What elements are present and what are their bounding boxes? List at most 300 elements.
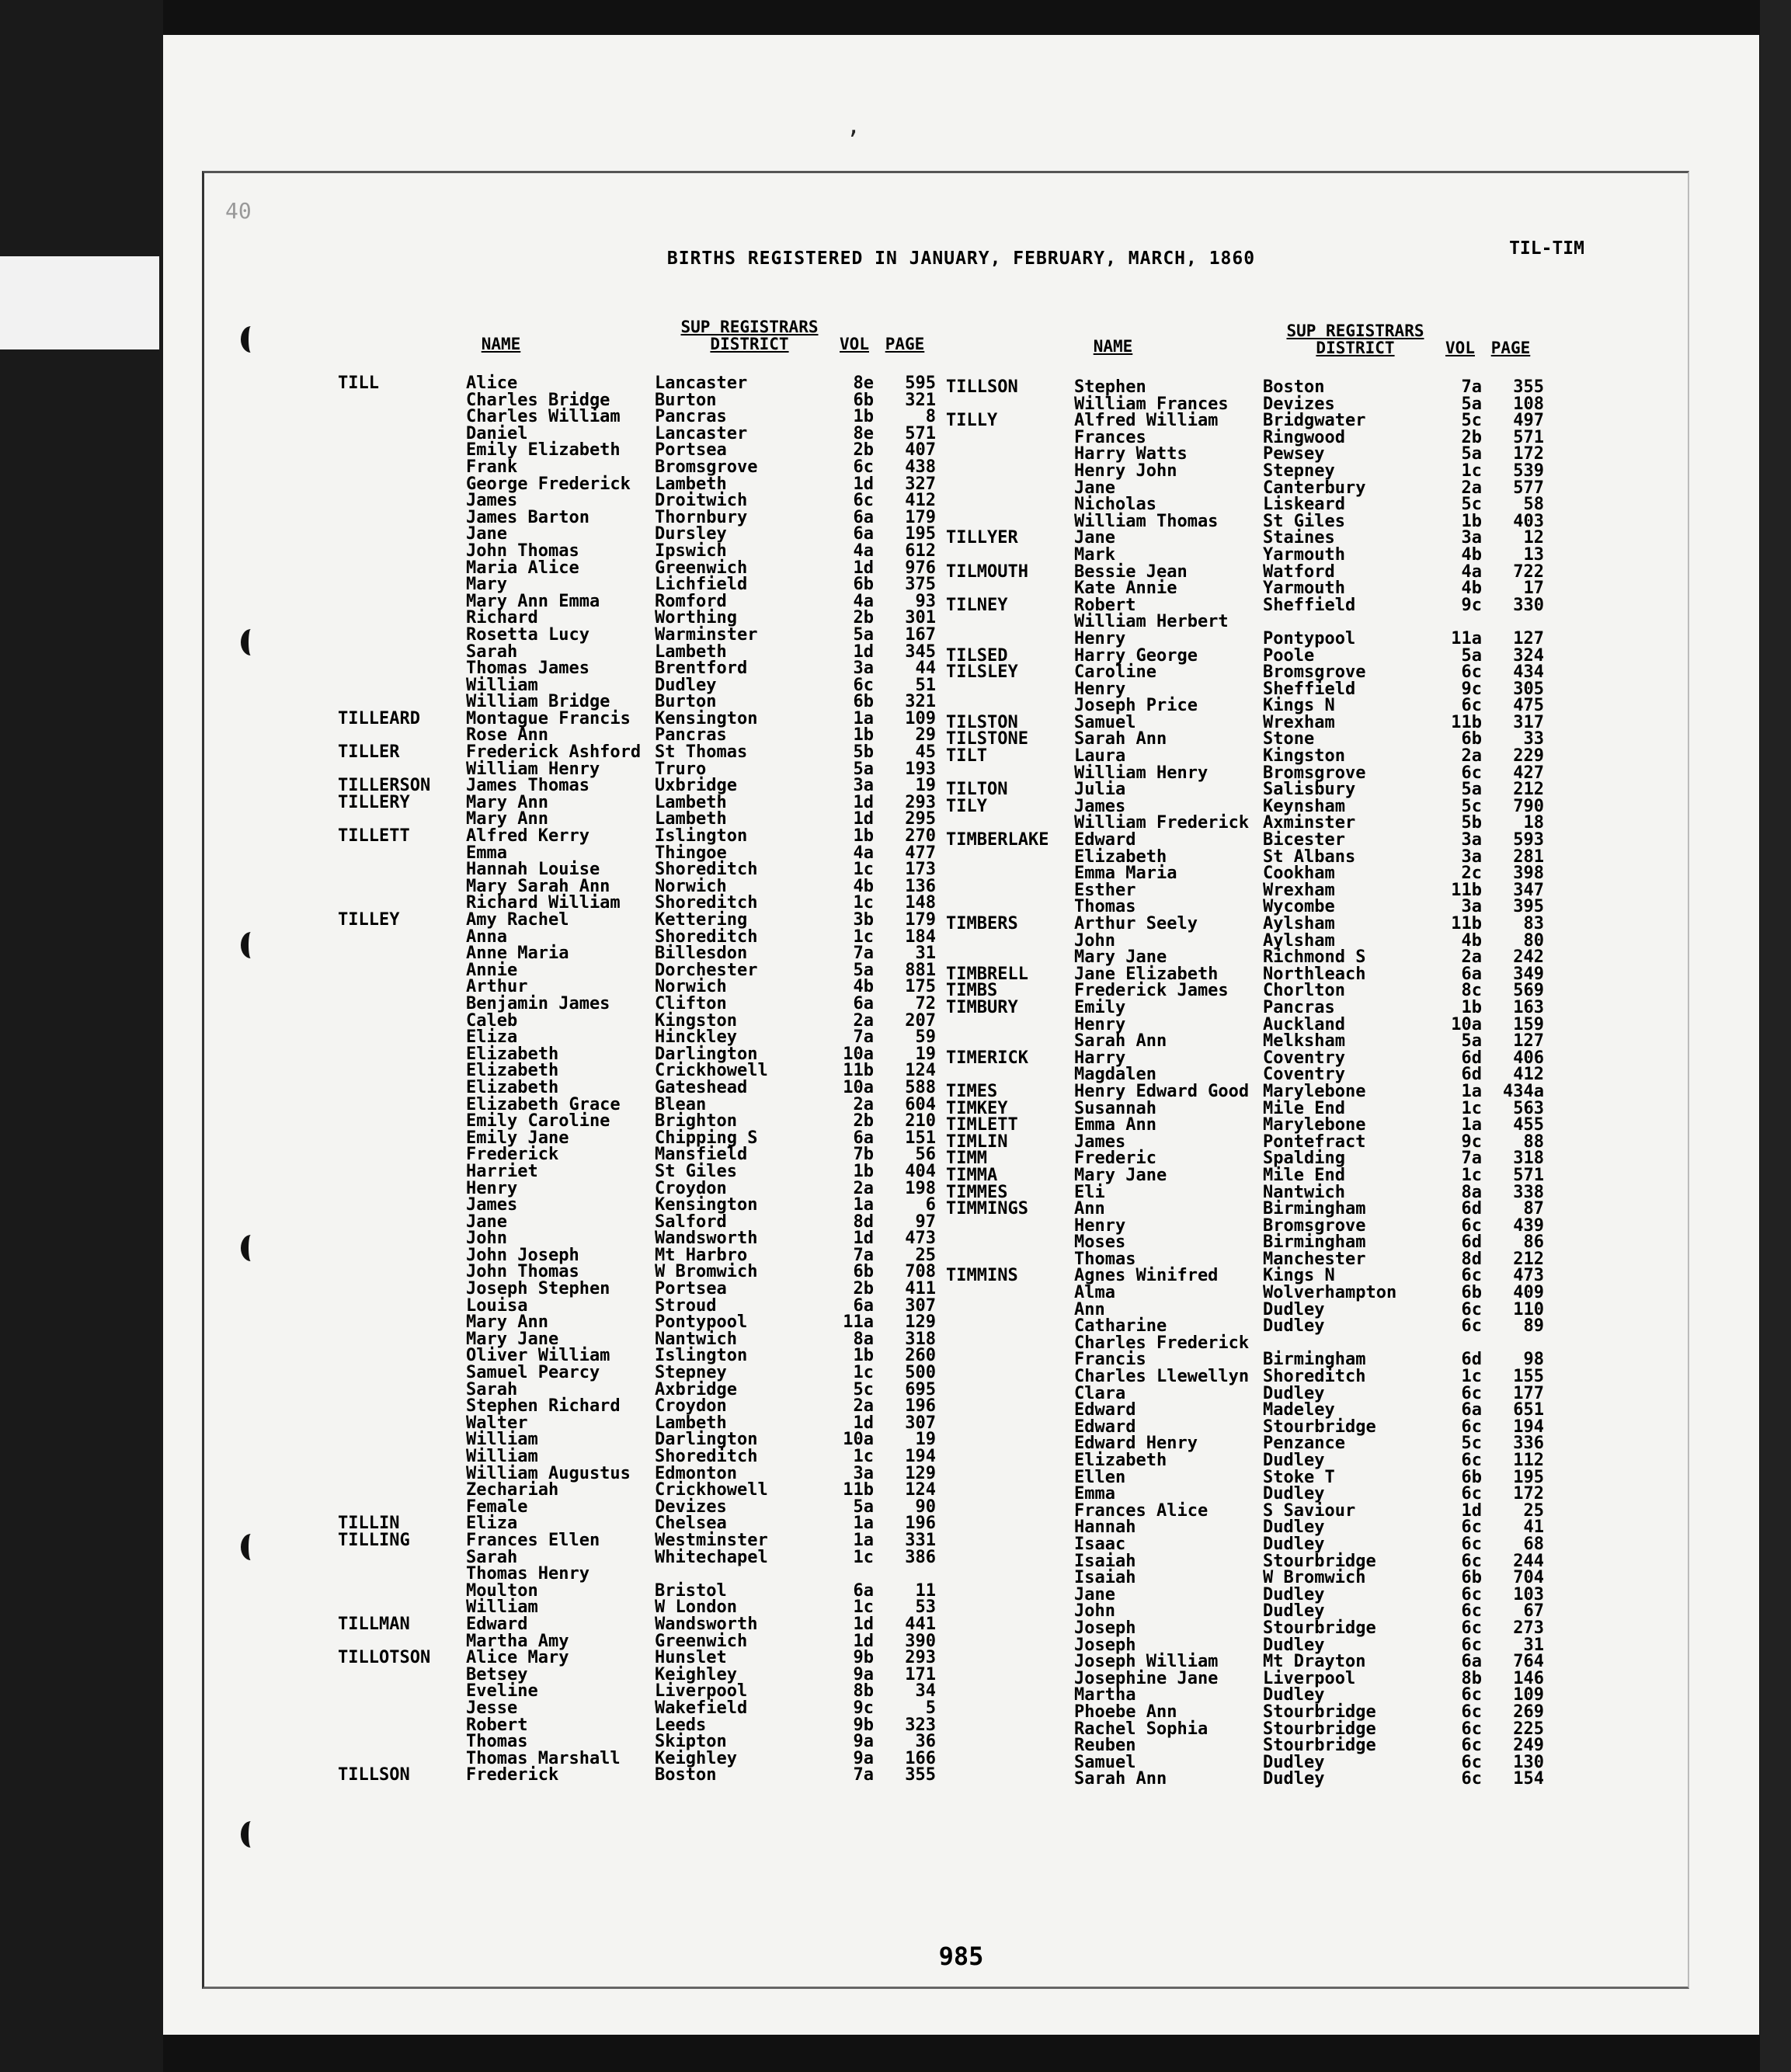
entry-district: Axminster (1263, 813, 1356, 833)
entry-page: 194 (1513, 1417, 1544, 1437)
entry-page: 129 (905, 1312, 936, 1333)
entry-volume: 9c (853, 1698, 874, 1718)
entry-page: 345 (905, 641, 936, 662)
entry-forenames: Francis (1074, 1350, 1146, 1370)
entry-district: Wrexham (1263, 712, 1335, 732)
entry-district: Thingoe (655, 843, 727, 863)
entry-district: Chelsea (655, 1514, 727, 1534)
entry-page: 58 (1523, 495, 1544, 515)
register-entry (946, 798, 1552, 815)
entry-volume: 6c (1461, 1383, 1482, 1403)
entry-page: 18 (1523, 813, 1544, 833)
entry-volume: 9a (853, 1748, 874, 1768)
entry-page: 473 (905, 1229, 936, 1249)
entry-surname: TILSLEY (946, 662, 1018, 683)
entry-forenames: Arthur Seely (1074, 914, 1198, 933)
entry-volume: 7a (1461, 377, 1482, 397)
entry-surname: TIMES (946, 1081, 998, 1101)
entry-district: Birmingham (1263, 1232, 1366, 1253)
entry-forenames: Edward (1074, 1417, 1136, 1437)
entry-page: 88 (1523, 1132, 1544, 1152)
entry-district: Stourbridge (1263, 1719, 1376, 1739)
entry-volume: 2b (1461, 427, 1482, 447)
entry-page: 56 (915, 1145, 936, 1165)
entry-volume: 6b (853, 692, 874, 712)
register-entry (338, 576, 944, 593)
entry-forenames: Emily Jane (466, 1128, 569, 1148)
register-entry (946, 1066, 1552, 1083)
entry-forenames: William (466, 1597, 538, 1618)
entry-forenames: Laura (1074, 746, 1126, 767)
entry-district: Kingston (1263, 746, 1345, 767)
register-entry (946, 496, 1552, 513)
entry-volume: 5a (853, 624, 874, 645)
entry-page: 473 (1513, 1266, 1544, 1286)
entry-district: Portsea (655, 1279, 727, 1299)
entry-district: Dudley (1263, 1534, 1325, 1554)
entry-page: 19 (915, 1044, 936, 1064)
header-name-right: NAME (1093, 337, 1133, 356)
register-entry (338, 878, 944, 895)
entry-forenames: Mary Ann (466, 792, 548, 812)
register-entry (338, 1549, 944, 1566)
entry-forenames: Isaiah (1074, 1568, 1136, 1588)
entry-volume: 6c (1461, 1618, 1482, 1638)
entry-forenames: Robert (466, 1715, 528, 1735)
register-entry (338, 1197, 944, 1214)
entry-district: Billesdon (655, 944, 748, 964)
entry-district: Dursley (655, 524, 727, 544)
entry-district: Darlington (655, 1430, 758, 1450)
entry-page: 172 (1513, 1484, 1544, 1504)
entry-district: Poole (1263, 645, 1315, 666)
entry-page: 438 (905, 457, 936, 477)
entry-district: Stourbridge (1263, 1736, 1376, 1756)
entry-forenames: Emma Maria (1074, 864, 1177, 884)
entry-page: 25 (915, 1245, 936, 1265)
entry-district: Norwich (655, 977, 727, 997)
entry-volume: 6c (1461, 1299, 1482, 1319)
entry-forenames: Stephen Richard (466, 1396, 621, 1417)
entry-forenames: Frederick (466, 1145, 559, 1165)
entry-district: Hunslet (655, 1648, 727, 1668)
register-entry (338, 476, 944, 493)
entry-volume: 3a (1461, 528, 1482, 548)
entry-page: 44 (915, 659, 936, 679)
entry-page: 127 (1513, 1031, 1544, 1052)
entry-district: Portsea (655, 440, 727, 461)
entry-forenames: William (466, 1430, 538, 1450)
register-entry (338, 945, 944, 962)
entry-forenames: Catharine (1074, 1316, 1167, 1337)
entry-page: 336 (1513, 1434, 1544, 1454)
entry-volume: 5a (853, 960, 874, 980)
register-entry (946, 815, 1552, 832)
entry-page: 273 (1513, 1618, 1544, 1638)
register-entry (946, 1452, 1552, 1469)
register-entry (946, 614, 1552, 631)
entry-volume: 6c (1461, 1685, 1482, 1705)
entry-forenames: William (466, 675, 538, 695)
register-entry (338, 1247, 944, 1264)
register-entry (338, 1046, 944, 1063)
entry-district: Dudley (1263, 1752, 1325, 1772)
entry-forenames: Daniel (466, 423, 528, 443)
header-vol: VOL (840, 335, 869, 353)
register-entry (946, 1285, 1552, 1302)
entry-forenames: Rachel Sophia (1074, 1719, 1208, 1739)
entry-forenames: Emma (466, 843, 507, 863)
entry-page: 295 (905, 809, 936, 829)
entry-page: 19 (915, 776, 936, 796)
entry-volume: 6c (1461, 1752, 1482, 1772)
entry-surname: TILLYER (946, 528, 1018, 548)
page-number: 985 (938, 1942, 984, 1971)
register-entry (946, 966, 1552, 983)
entry-district: Stourbridge (1263, 1618, 1376, 1638)
entry-district: Truro (655, 759, 707, 779)
entry-page: 31 (915, 944, 936, 964)
entry-forenames: Susannah (1074, 1098, 1156, 1118)
entry-district: Birmingham (1263, 1350, 1366, 1370)
entry-volume: 5c (1461, 411, 1482, 431)
register-entry (946, 628, 1552, 648)
register-entry (946, 429, 1552, 447)
entry-forenames: Robert (1074, 595, 1136, 615)
register-entry (338, 1295, 944, 1316)
entry-volume: 10a (843, 1044, 874, 1064)
entry-district: Croydon (655, 1396, 727, 1417)
entry-district: Shoreditch (655, 926, 758, 947)
entry-district: Canterbury (1263, 478, 1366, 498)
entry-district: Islington (655, 826, 748, 847)
entry-volume: 6c (1461, 1417, 1482, 1437)
entry-district: Bromsgrove (1263, 1215, 1366, 1236)
register-entry (338, 492, 944, 509)
entry-volume: 6c (1461, 1584, 1482, 1604)
register-entry (946, 999, 1552, 1017)
entry-district: Kensington (655, 1195, 758, 1215)
register-entry (946, 1100, 1552, 1118)
register-entry (338, 1314, 944, 1331)
entry-page: 403 (1513, 511, 1544, 531)
entry-page: 411 (905, 1279, 936, 1299)
entry-volume: 1d (853, 1614, 874, 1634)
entry-page: 80 (1523, 930, 1544, 951)
entry-district: Skipton (655, 1732, 727, 1752)
register-entry (946, 731, 1552, 748)
entry-forenames: Eliza (466, 1514, 518, 1534)
pen-mark: , (847, 113, 861, 140)
entry-forenames: William Henry (1074, 763, 1208, 783)
entry-district: W Bromwich (1263, 1568, 1366, 1588)
entry-forenames: Magdalen (1074, 1065, 1156, 1085)
entry-forenames: Samuel (1074, 712, 1136, 732)
register-entry (338, 1130, 944, 1147)
entry-forenames: Zechariah (466, 1480, 559, 1500)
entry-district: Stourbridge (1263, 1551, 1376, 1571)
entry-page: 434a (1503, 1081, 1544, 1101)
entry-forenames: Elizabeth (1074, 847, 1167, 867)
entry-district: Wrexham (1263, 880, 1335, 900)
register-entry (946, 1620, 1552, 1637)
entry-forenames: Walter (466, 1413, 528, 1433)
entry-page: 331 (905, 1530, 936, 1550)
entry-volume: 4b (1461, 544, 1482, 565)
register-entry (946, 1553, 1552, 1570)
entry-forenames: Henry (466, 1178, 518, 1198)
entry-page: 577 (1513, 478, 1544, 498)
entry-district: Edmonton (655, 1463, 737, 1483)
entry-district: Lambeth (655, 792, 727, 812)
register-entry (338, 1499, 944, 1516)
entry-district: Richmond S (1263, 947, 1366, 968)
entry-district: Yarmouth (1263, 579, 1345, 599)
entry-district: Salisbury (1263, 780, 1356, 800)
entry-surname: TIMM (946, 1149, 987, 1169)
scan-border-right (1760, 0, 1791, 2072)
entry-volume: 6b (1461, 1283, 1482, 1303)
entry-forenames: Sarah (466, 1379, 518, 1399)
register-entry (946, 697, 1552, 714)
entry-forenames: Charles William (466, 407, 621, 427)
entry-page: 386 (905, 1547, 936, 1567)
entry-volume: 4a (1461, 561, 1482, 582)
entry-forenames: Thomas (1074, 897, 1136, 917)
entry-volume: 6c (1461, 1484, 1482, 1504)
register-entry (946, 396, 1552, 413)
entry-forenames: Sarah (466, 1547, 518, 1567)
entry-volume: 5a (1461, 780, 1482, 800)
entry-page: 112 (1513, 1451, 1544, 1470)
entry-district: Blean (655, 1094, 707, 1114)
entry-page: 173 (905, 860, 936, 880)
register-entry (946, 1318, 1552, 1335)
entry-forenames: James (466, 491, 518, 511)
entry-forenames: Frances Alice (1074, 1500, 1208, 1521)
register-entry (338, 1281, 944, 1298)
entry-volume: 6a (1461, 1400, 1482, 1420)
register-entry (338, 912, 944, 929)
register-entry (338, 1717, 944, 1734)
entry-forenames: Emma (1074, 1484, 1115, 1504)
entry-page: 212 (1513, 1249, 1544, 1269)
entry-forenames: Female (466, 1497, 528, 1517)
entry-forenames: Bessie Jean (1074, 561, 1188, 582)
entry-district: Dudley (1263, 1635, 1325, 1655)
entry-district: Lambeth (655, 1413, 727, 1433)
entry-volume: 1d (1461, 1500, 1482, 1521)
entry-volume: 5a (853, 759, 874, 779)
entry-district: Dudley (655, 675, 717, 695)
entry-surname: TIMMA (946, 1165, 998, 1185)
entry-forenames: Thomas Henry (466, 1564, 589, 1584)
register-entry (338, 1379, 944, 1399)
entry-volume: 3a (853, 1463, 874, 1483)
entry-district: Norwich (655, 876, 727, 896)
entry-district: Lichfield (655, 575, 748, 595)
entry-district: Salford (655, 1212, 727, 1232)
entry-volume: 3b (853, 910, 874, 930)
entry-forenames: Joseph Stephen (466, 1279, 610, 1299)
entry-page: 439 (1513, 1215, 1544, 1236)
entry-volume: 5a (1461, 444, 1482, 464)
entry-page: 327 (905, 474, 936, 494)
entry-volume: 11b (1451, 880, 1482, 900)
entry-district: Darlington (655, 1044, 758, 1064)
entry-page: 12 (1523, 528, 1544, 548)
entry-forenames: Samuel Pearcy (466, 1363, 600, 1383)
entry-forenames: James Barton (466, 507, 589, 527)
punch-hole (241, 326, 261, 353)
entry-page: 455 (1513, 1115, 1544, 1135)
entry-forenames: Henry (1074, 628, 1126, 648)
entry-surname: TIMBERS (946, 914, 1018, 933)
entry-volume: 8e (853, 374, 874, 393)
entry-volume: 1d (853, 1631, 874, 1651)
entry-district: Lambeth (655, 641, 727, 662)
entry-forenames: John Thomas (466, 541, 579, 561)
entry-volume: 2a (853, 1094, 874, 1114)
entry-volume: 6b (1461, 1568, 1482, 1588)
register-entry (946, 1050, 1552, 1067)
entry-surname: TILSTONE (946, 729, 1028, 749)
entry-district: Crickhowell (655, 1061, 768, 1081)
entry-page: 25 (1523, 1500, 1544, 1521)
entry-volume: 6c (1461, 1534, 1482, 1554)
entry-surname: TILLEARD (338, 708, 420, 728)
entry-page: 59 (915, 1027, 936, 1048)
entry-forenames: Nicholas (1074, 495, 1156, 515)
register-entry (338, 1398, 944, 1415)
entry-page: 244 (1513, 1551, 1544, 1571)
entry-page: 98 (1523, 1350, 1544, 1370)
entry-forenames: Caroline (1074, 662, 1156, 683)
entry-page: 129 (905, 1463, 936, 1483)
register-entry (946, 412, 1552, 429)
punch-hole (241, 1534, 261, 1560)
entry-district: Chipping S (655, 1128, 758, 1148)
entry-surname: TIMBS (946, 981, 998, 1001)
entry-page: 194 (905, 1447, 936, 1466)
register-entry (338, 1230, 944, 1247)
entry-district: Clifton (655, 993, 727, 1013)
entry-page: 323 (905, 1715, 936, 1735)
header-vol-right: VOL (1445, 339, 1475, 357)
entry-district: Greenwich (655, 558, 748, 578)
register-entry (338, 1448, 944, 1465)
entry-forenames: Edward (1074, 1400, 1136, 1420)
entry-page: 651 (1513, 1400, 1544, 1420)
register-entry (338, 423, 944, 443)
entry-district: Lambeth (655, 474, 727, 494)
entry-volume: 6c (1461, 1719, 1482, 1739)
entry-page: 338 (1513, 1182, 1544, 1202)
entry-volume: 1d (853, 809, 874, 829)
entry-volume: 3a (853, 659, 874, 679)
entry-forenames: Charles Bridge (466, 390, 610, 410)
entry-district: Kensington (655, 708, 758, 728)
entry-page: 171 (905, 1664, 936, 1684)
entry-forenames: Alice Mary (466, 1648, 569, 1668)
register-entry (338, 509, 944, 527)
entry-page: 179 (905, 910, 936, 930)
register-entry (338, 593, 944, 610)
entry-forenames: William Thomas (1074, 511, 1219, 531)
entry-page: 318 (1513, 1149, 1544, 1169)
register-entry (946, 1234, 1552, 1251)
entry-forenames: Mary (466, 575, 507, 595)
register-entry (946, 832, 1552, 849)
entry-volume: 1a (853, 1514, 874, 1534)
entry-volume: 9c (1461, 595, 1482, 615)
entry-forenames: Eli (1074, 1182, 1105, 1202)
entry-forenames: Mary Jane (1074, 1165, 1167, 1185)
register-entry (338, 1700, 944, 1717)
register-entry (946, 1335, 1552, 1352)
entry-district: Axbridge (655, 1379, 737, 1399)
entry-page: 305 (1513, 679, 1544, 699)
register-entry (338, 1365, 944, 1382)
entry-forenames: Moses (1074, 1232, 1126, 1253)
entry-page: 539 (1513, 461, 1544, 481)
entry-forenames: Charles Llewellyn (1074, 1367, 1250, 1387)
entry-page: 404 (905, 1161, 936, 1181)
entry-surname: TIMKEY (946, 1098, 1008, 1118)
entry-district: St Albans (1263, 847, 1356, 867)
entry-page: 497 (1513, 411, 1544, 431)
entry-surname: TILTON (946, 780, 1008, 800)
register-entry (946, 1267, 1552, 1285)
entry-page: 67 (1523, 1601, 1544, 1622)
entry-volume: 6c (1461, 662, 1482, 683)
entry-district: Shoreditch (655, 860, 758, 880)
entry-volume: 1c (853, 1547, 874, 1567)
entry-forenames: Sarah Ann (1074, 1769, 1167, 1789)
entry-forenames: Emily (1074, 997, 1126, 1017)
entry-page: 163 (1513, 997, 1544, 1017)
entry-surname: TIMERICK (946, 1048, 1028, 1068)
entry-district: Leeds (655, 1715, 707, 1735)
entry-district: Bromsgrove (1263, 662, 1366, 683)
entry-surname: TIMBERLAKE (946, 830, 1049, 850)
entry-district: Stoke T (1263, 1467, 1335, 1487)
entry-volume: 1a (853, 1195, 874, 1215)
entry-district: Bridgwater (1263, 411, 1366, 431)
entry-page: 34 (915, 1681, 936, 1702)
entry-forenames: Joseph Price (1074, 696, 1198, 716)
entry-forenames: Richard William (466, 893, 621, 913)
entry-volume: 7a (853, 1245, 874, 1265)
entry-page: 321 (905, 390, 936, 410)
entry-district: Staines (1263, 528, 1335, 548)
register-entry (946, 882, 1552, 899)
register-entry (338, 677, 944, 694)
entry-page: 110 (1513, 1299, 1544, 1319)
register-entry (946, 544, 1552, 565)
register-entry (946, 1033, 1552, 1050)
entry-volume: 6a (853, 507, 874, 527)
entry-volume: 2a (853, 1178, 874, 1198)
entry-page: 307 (905, 1413, 936, 1433)
entry-forenames: Rose Ann (466, 725, 548, 746)
register-entry (946, 1351, 1552, 1368)
register-entry (338, 861, 944, 878)
register-entry (338, 845, 944, 862)
entry-forenames: Eveline (466, 1681, 538, 1702)
entry-district: Dudley (1263, 1601, 1325, 1622)
register-entry (946, 982, 1552, 999)
